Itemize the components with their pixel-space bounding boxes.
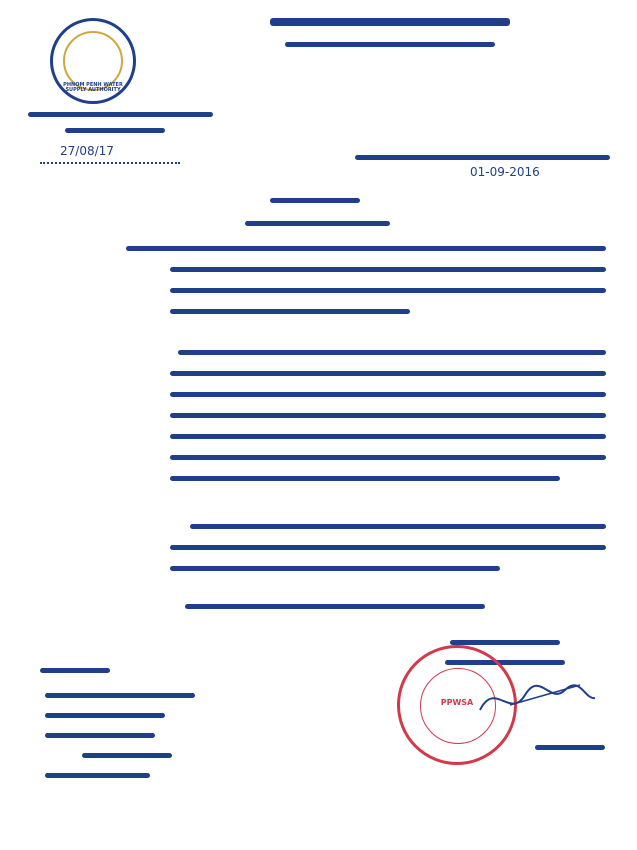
cc-item-3-note (82, 753, 172, 758)
cc-item-2 (45, 713, 165, 718)
body-p1-line-7 (170, 476, 560, 481)
subject-line-2 (170, 267, 606, 272)
body-p2-line-1 (190, 524, 606, 529)
signatory-title-1 (450, 640, 560, 645)
cc-item-1 (45, 693, 195, 698)
subject-line-3 (170, 288, 606, 293)
greeting-line (270, 198, 360, 203)
signatory-name (535, 745, 605, 750)
subject-line-4 (170, 309, 410, 314)
authority-name-kh (28, 112, 213, 117)
reference-line (40, 160, 180, 164)
body-p1-line-4 (170, 413, 606, 418)
body-p1-line-5 (170, 434, 606, 439)
signature (470, 670, 600, 730)
seal-text: PPWSA (440, 698, 474, 707)
cc-header (40, 668, 110, 673)
authority-logo (50, 18, 136, 104)
kingdom-title (270, 18, 510, 26)
cc-item-3 (45, 733, 155, 738)
reference-number: 27/08/17 (60, 144, 114, 158)
body-p1-line-6 (170, 455, 606, 460)
date-value: 01-09-2016 (470, 165, 540, 179)
body-p2-line-2 (170, 545, 606, 550)
date-line (355, 155, 610, 160)
subject-line-1 (126, 246, 606, 251)
national-motto (285, 42, 495, 47)
body-p2-line-3 (170, 566, 500, 571)
body-p1-line-2 (170, 371, 606, 376)
body-p1-line-1 (178, 350, 606, 355)
logo-name-en: PHNOM PENH WATER SUPPLY AUTHORITY (63, 82, 123, 93)
addressee-line (245, 221, 390, 226)
authority-abbrev (65, 128, 165, 133)
cc-item-4 (45, 773, 150, 778)
body-p1-line-3 (170, 392, 606, 397)
closing-line (185, 604, 485, 609)
